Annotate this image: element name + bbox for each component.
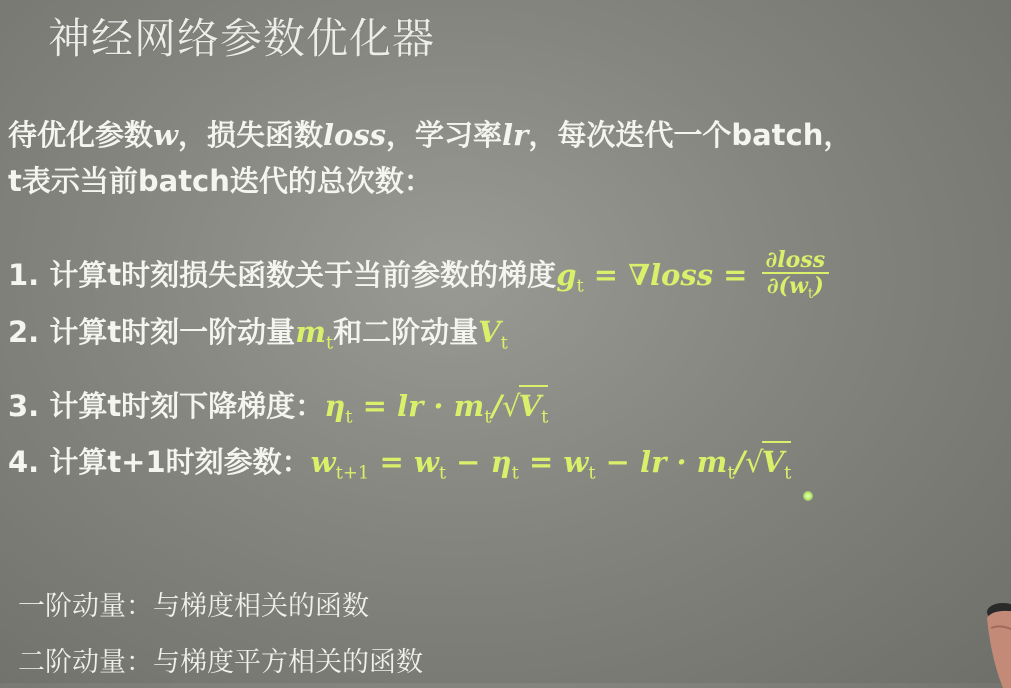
step-number: 1. <box>8 257 40 292</box>
step-text: 计算t时刻一阶动量 <box>49 315 296 349</box>
intro-line-2: t表示当前batch迭代的总次数： <box>8 164 433 198</box>
step-text: 计算t时刻损失函数关于当前参数的梯度 <box>49 257 557 292</box>
step-1 <box>8 248 829 306</box>
sqrt-symbol: $√V_t$ <box>745 445 791 483</box>
gradient-fraction: $\frac{\text{∂loss}}{\partial(w_t)}$ <box>762 248 830 306</box>
update-formula: $w_{t+1} = w_t - \eta_t = w_t$ − lr · $m_t/√V_t$ <box>311 445 792 479</box>
presenter-hand-icon <box>973 598 1011 688</box>
intro-paragraph <box>8 112 852 204</box>
step-text: 计算t+1时刻参数： <box>49 445 311 479</box>
gradient-formula: $g_t$ = ∇loss = $\frac{\text{∂loss}}{\partial(w_t)}$ <box>556 258 829 292</box>
first-moment: $m_t$ <box>295 315 334 354</box>
step-4 <box>8 440 791 483</box>
laser-pointer-dot <box>803 491 813 501</box>
note-second-moment: 二阶动量：与梯度平方相关的函数 <box>18 647 423 678</box>
note-first-moment: 一阶动量：与梯度相关的函数 <box>18 591 369 622</box>
second-moment: $V_t$ <box>478 315 508 354</box>
intro-text: 待优化参数 <box>8 118 154 152</box>
step-text: 和二阶动量 <box>333 315 479 349</box>
intro-text: ，学习率 <box>386 118 503 152</box>
var-loss: loss <box>323 118 387 152</box>
sqrt-symbol: $√V_t$ <box>502 389 548 427</box>
step-number: 3. <box>8 389 40 423</box>
descent-formula: $\eta_t$ = lr · $m_t/√V_t$ <box>324 389 548 423</box>
step-number: 2. <box>8 315 40 349</box>
slide-title: 神经网络参数优化器 <box>48 14 436 63</box>
step-number: 4. <box>8 445 40 479</box>
step-text: 计算t时刻下降梯度： <box>49 389 325 423</box>
step-2 <box>8 310 508 353</box>
intro-line-1 <box>8 112 852 158</box>
var-w: w <box>153 118 178 152</box>
intro-text: ，损失函数 <box>177 118 323 152</box>
step-3 <box>8 384 548 427</box>
intro-text: ，每次迭代一个batch， <box>528 118 853 152</box>
var-lr: lr <box>502 118 529 152</box>
